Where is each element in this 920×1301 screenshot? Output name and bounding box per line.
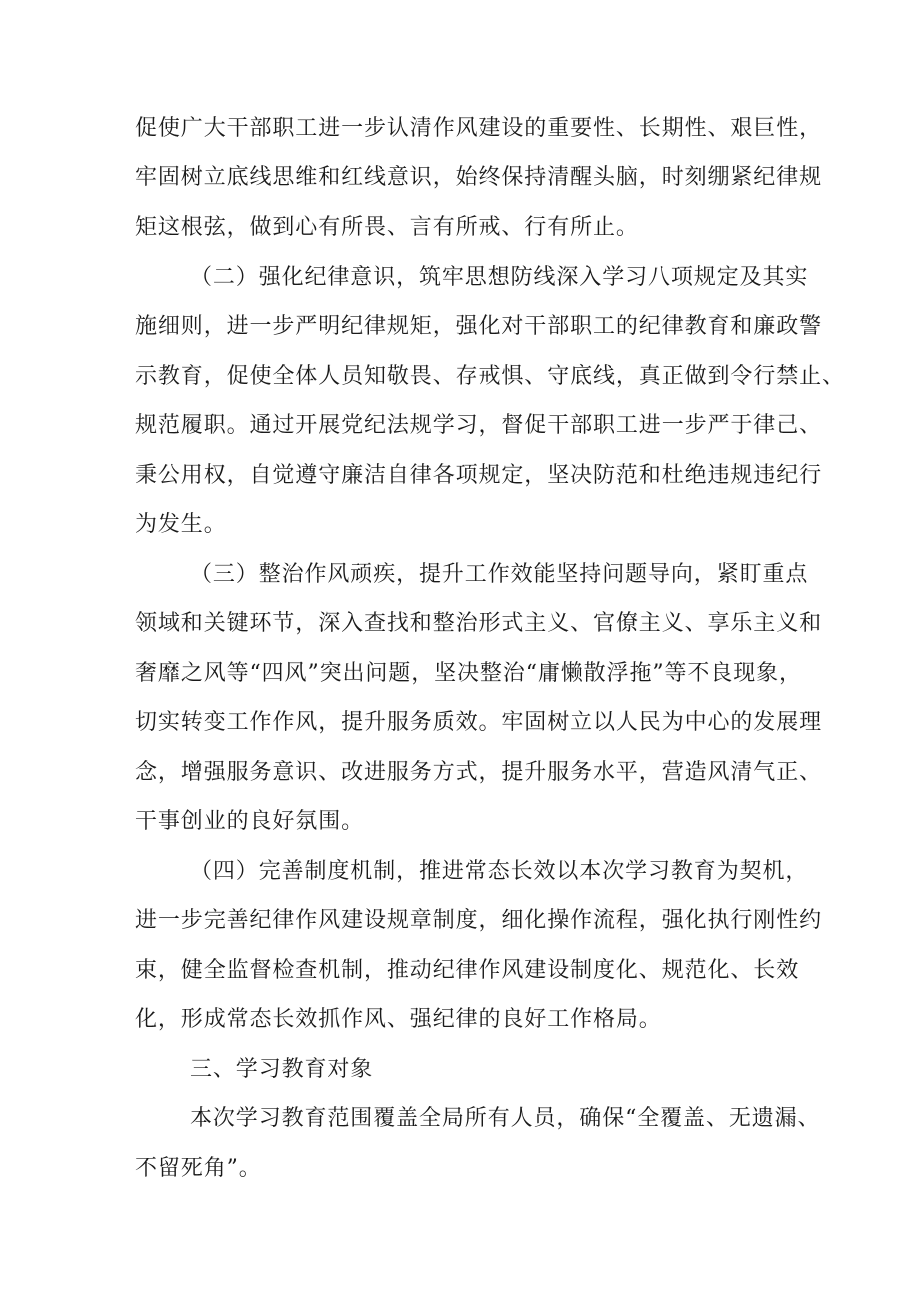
paragraph-line: 促使广大干部职工进一步认清作风建设的重要性、长期性、艰巨性， xyxy=(135,116,823,141)
section-heading: 三、学习教育对象 xyxy=(190,1057,374,1082)
paragraph-line: 领域和关键环节，深入查找和整治形式主义、官僚主义、享乐主义和 xyxy=(135,611,823,636)
paragraph-line: （四）完善制度机制，推进常态长效以本次学习教育为契机， xyxy=(190,859,809,884)
paragraph-line: 规范履职。通过开展党纪法规学习，督促干部职工进一步严于律己、 xyxy=(135,413,823,438)
paragraph-line: 干事创业的良好氛围。 xyxy=(135,809,365,834)
paragraph-line: 矩这根弦，做到心有所畏、言有所戒、行有所止。 xyxy=(135,215,639,240)
paragraph-line: 牢固树立底线思维和红线意识，始终保持清醒头脑，时刻绷紧纪律规 xyxy=(135,165,823,190)
paragraph-line: 进一步完善纪律作风建设规章制度，细化操作流程，强化执行刚性约 xyxy=(135,908,823,933)
paragraph-line: 秉公用权，自觉遵守廉洁自律各项规定，坚决防范和杜绝违规违纪行 xyxy=(135,463,823,488)
paragraph-line: 束，健全监督检查机制，推动纪律作风建设制度化、规范化、长效 xyxy=(135,958,800,983)
paragraph-line: 化，形成常态长效抓作风、强纪律的良好工作格局。 xyxy=(135,1007,662,1032)
paragraph-line: 为发生。 xyxy=(135,512,227,537)
paragraph-line: 本次学习教育范围覆盖全局所有人员，确保“全覆盖、无遗漏、 xyxy=(190,1106,821,1131)
paragraph-line: （二）强化纪律意识，筑牢思想防线深入学习八项规定及其实 xyxy=(190,265,809,290)
paragraph-line: 示教育，促使全体人员知敬畏、存戒惧、守底线，真正做到令行禁止、 xyxy=(135,364,845,389)
paragraph-line: 不留死角”。 xyxy=(135,1156,262,1181)
paragraph-line: 念，增强服务意识、改进服务方式，提升服务水平，营造风清气正、 xyxy=(135,760,823,785)
paragraph-line: 奢靡之风等“四风”突出问题，坚决整治“庸懒散浮拖”等不良现象， xyxy=(135,661,802,686)
paragraph-line: 切实转变工作作风，提升服务质效。牢固树立以人民为中心的发展理 xyxy=(135,710,823,735)
paragraph-line: （三）整治作风顽疾，提升工作效能坚持问题导向，紧盯重点 xyxy=(190,562,809,587)
paragraph-line: 施细则，进一步严明纪律规矩，强化对干部职工的纪律教育和廉政警 xyxy=(135,314,823,339)
